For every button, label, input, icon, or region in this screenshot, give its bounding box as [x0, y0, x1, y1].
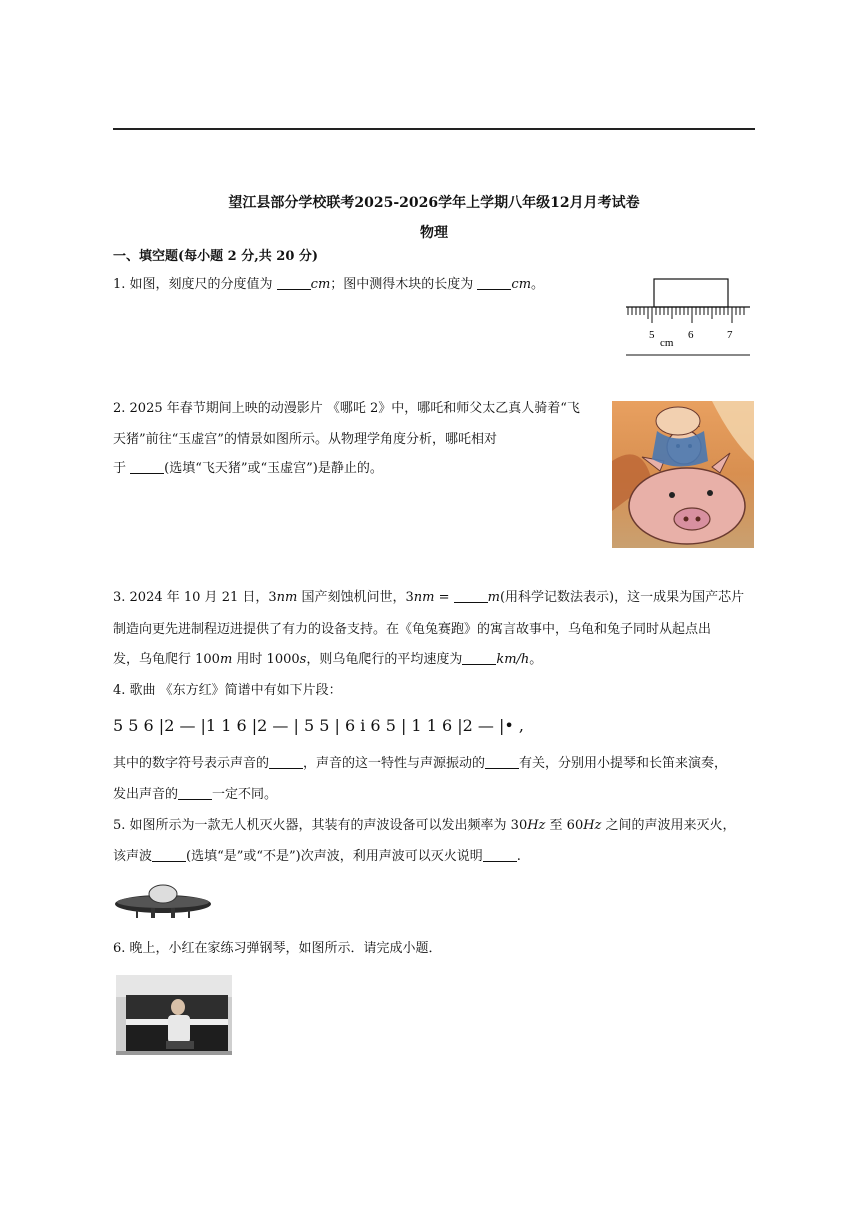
- question-3-line3: 发，乌龟爬行 100m 用时 1000s，则乌龟爬行的平均速度为 km/h。: [113, 652, 543, 667]
- answer-blank[interactable]: [130, 460, 164, 474]
- question-1: 1. 如图，刻度尺的分度值为 cm；图中测得木块的长度为 cm。: [113, 277, 545, 292]
- question-2-line1: 2. 2025 年春节期间上映的动漫影片 《哪吒 2》中，哪吒和师父太乙真人骑着“飞: [113, 401, 580, 416]
- question-4-line4: 发出声音的 一定不同。: [113, 787, 278, 802]
- question-6-line1: 6. 晚上，小红在家练习弹钢琴，如图所示．请完成小题．: [113, 941, 442, 956]
- ruler-label-6: 6: [688, 329, 694, 341]
- section-heading: 一、填空题(每小题 2 分,共 20 分): [113, 249, 319, 264]
- subject-title: 物理: [420, 225, 448, 241]
- answer-blank[interactable]: [269, 755, 303, 769]
- ruler-label-5: 5: [649, 329, 655, 341]
- answer-blank[interactable]: [454, 589, 488, 603]
- answer-blank[interactable]: [483, 848, 517, 862]
- drone-extinguisher-image: [113, 880, 213, 922]
- ruler-label-unit: cm: [660, 337, 674, 349]
- question-4-line1: 4. 歌曲 《东方红》简谱中有如下片段：: [113, 683, 342, 698]
- question-3-line2: 制造向更先进制程迈进提供了有力的设备支持。在《龟兔赛跑》的寓言故事中，乌龟和兔子同时从起点出: [113, 622, 712, 637]
- exam-title: 望江县部分学校联考2025-2026学年上学期八年级12月月考试卷: [228, 195, 640, 211]
- header-rule: [113, 128, 755, 130]
- piano-practice-image: [116, 975, 232, 1055]
- answer-blank[interactable]: [178, 786, 212, 800]
- ruler-label-7: 7: [727, 329, 733, 341]
- question-4-line3: 其中的数字符号表示声音的 ，声音的这一特性与声源振动的 有关，分别用小提琴和长笛来演奏，: [113, 756, 728, 771]
- question-2-line2: 天猪”前往“玉虚宫”的情景如图所示。从物理学角度分析，哪吒相对: [113, 432, 497, 447]
- nezha-image: [612, 401, 754, 548]
- ruler-figure: [620, 276, 755, 361]
- question-5-line1: 5. 如图所示为一款无人机灭火器，其装有的声波设备可以发出频率为 30Hz 至 60Hz 之间的声波用来灭火，: [113, 818, 736, 833]
- answer-blank[interactable]: [462, 651, 496, 665]
- answer-blank[interactable]: [485, 755, 519, 769]
- question-5-line2: 该声波 (选填“是”或“不是”)次声波，利用声波可以灭火说明 .: [113, 849, 521, 864]
- question-3-line1: 3. 2024 年 10 月 21 日，3nm 国产刻蚀机问世，3nm = m(用科学记数法表示)，这一成果为国产芯片: [113, 590, 745, 605]
- question-2-line3: 于 (选填“飞天猪”或“玉虚宫”)是静止的。: [113, 461, 383, 476]
- music-notation: 5 5 6 |2 — |1 1 6 |2 — | 5 5 | 6 i 6 5 | 1 1 6 |2 — |• ,: [113, 716, 524, 735]
- answer-blank[interactable]: [277, 276, 311, 290]
- answer-blank[interactable]: [477, 276, 511, 290]
- answer-blank[interactable]: [152, 848, 186, 862]
- wood-block: [654, 279, 728, 307]
